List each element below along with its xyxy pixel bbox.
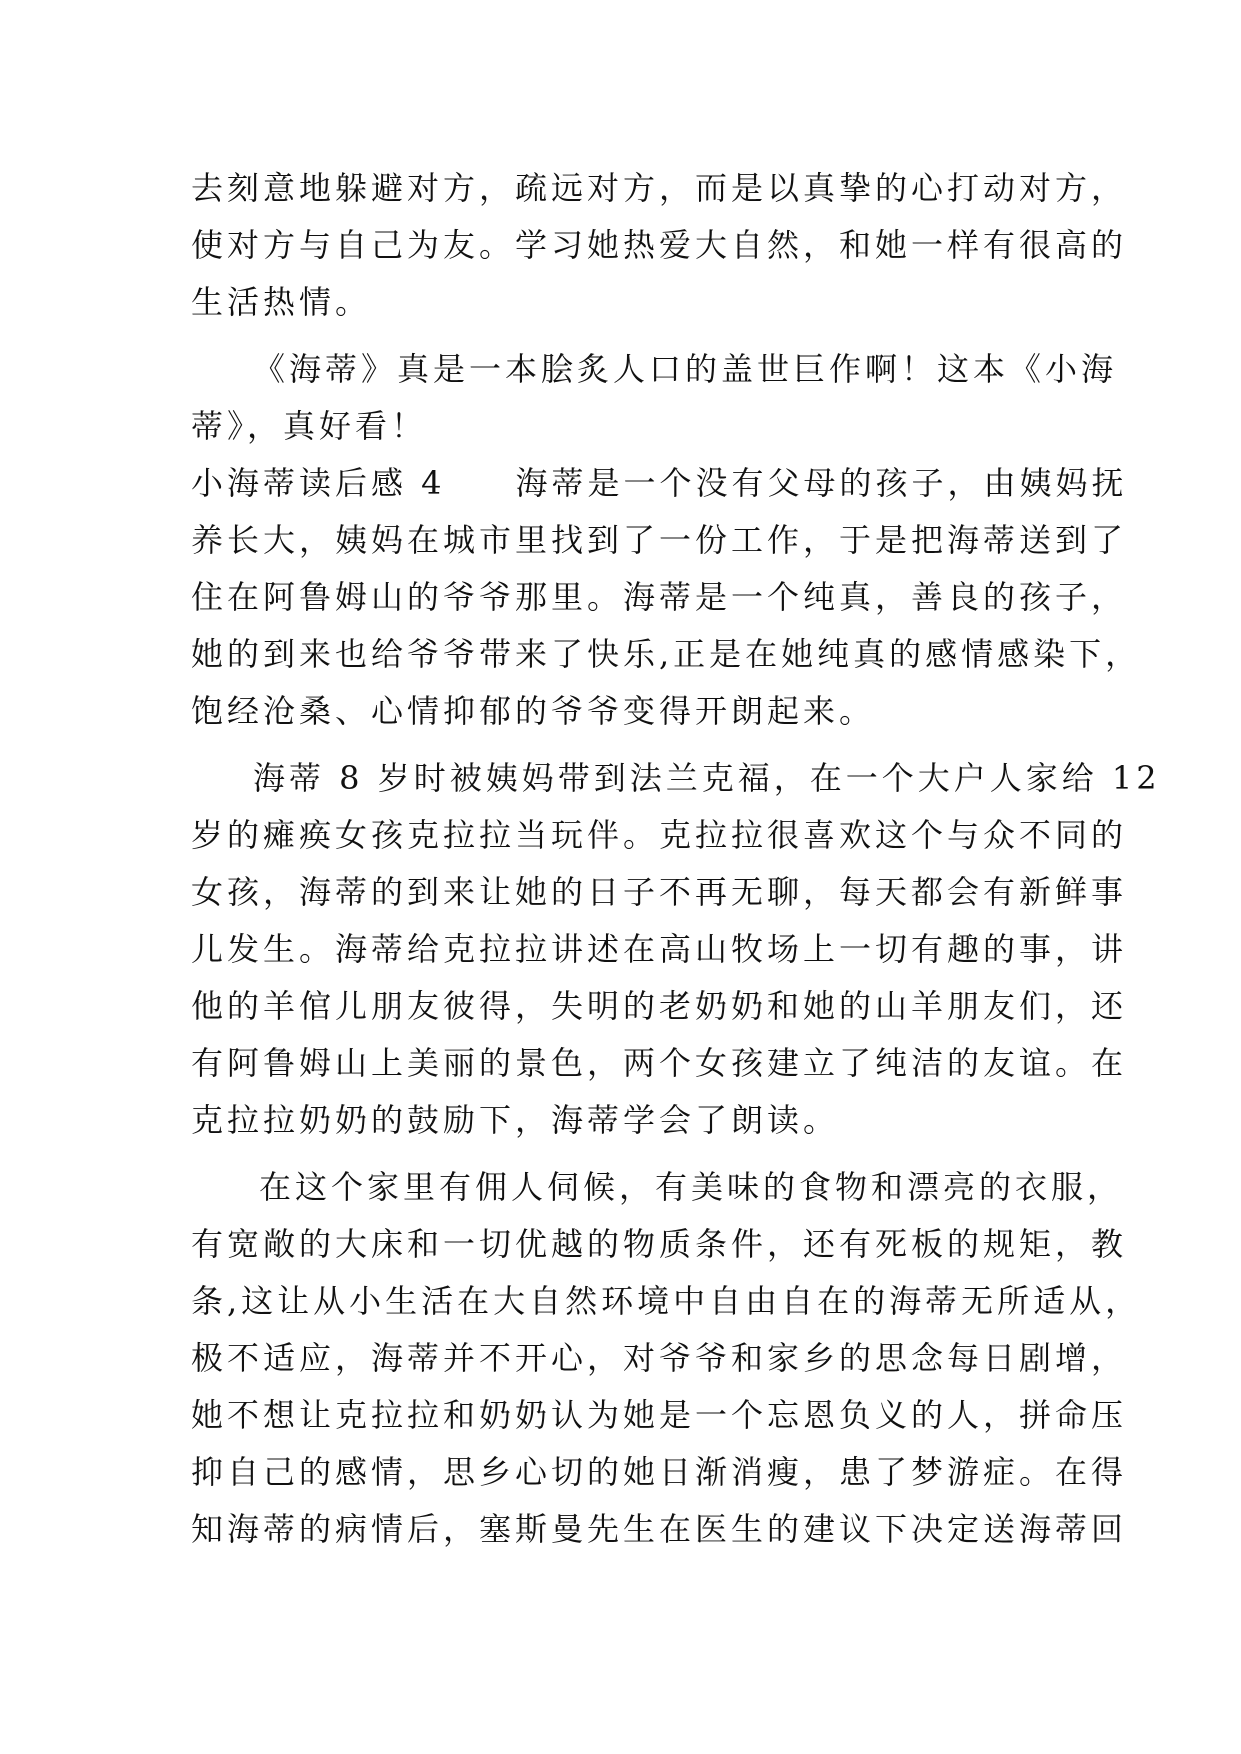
- paragraph-4: [191, 750, 1161, 1149]
- paragraph-line: 饱经沧桑、心情抑郁的爷爷变得开朗起来。: [191, 692, 876, 730]
- paragraph-line: 他的羊倌儿朋友彼得，失明的老奶奶和她的山羊朋友们，还: [191, 987, 1128, 1025]
- paragraph-line: 养长大，姨妈在城市里找到了一份工作，于是把海蒂送到了: [191, 521, 1128, 559]
- paragraph-line: 条,这让从小生活在大自然环境中自由自在的海蒂无所适从，: [191, 1282, 1142, 1320]
- paragraph-line: 海蒂是一个没有父母的孩子，由姨妈抚: [515, 464, 1128, 502]
- section-heading: 小海蒂读后感 4: [191, 464, 446, 502]
- paragraph-line: 去刻意地躲避对方，疏远对方，而是以真挚的心打动对方，: [191, 169, 1128, 207]
- paragraph-line: 抑自己的感情，思乡心切的她日渐消瘦，患了梦游症。在得: [191, 1453, 1128, 1491]
- document-body: [191, 160, 1161, 1558]
- paragraph-line: 女孩，海蒂的到来让她的日子不再无聊，每天都会有新鲜事: [191, 873, 1128, 911]
- paragraph-line: 住在阿鲁姆山的爷爷那里。海蒂是一个纯真，善良的孩子，: [191, 578, 1128, 616]
- paragraph-line: 她的到来也给爷爷带来了快乐,正是在她纯真的感情感染下，: [191, 635, 1142, 673]
- paragraph-line: 极不适应，海蒂并不开心，对爷爷和家乡的思念每日剧增，: [191, 1339, 1128, 1377]
- paragraph-line: 克拉拉奶奶的鼓励下，海蒂学会了朗读。: [191, 1101, 840, 1139]
- paragraph-line: 有阿鲁姆山上美丽的景色，两个女孩建立了纯洁的友谊。在: [191, 1044, 1128, 1082]
- paragraph-line: 有宽敞的大床和一切优越的物质条件，还有死板的规矩，教: [191, 1225, 1128, 1263]
- paragraph-line: 她不想让克拉拉和奶奶认为她是一个忘恩负义的人，拼命压: [191, 1396, 1128, 1434]
- paragraph-2: [191, 341, 1118, 455]
- paragraph-line: 在这个家里有佣人伺候，有美味的食物和漂亮的衣服，: [259, 1168, 1124, 1206]
- paragraph-1: [191, 160, 1128, 331]
- paragraph-line: 蒂》，真好看！: [191, 407, 428, 445]
- heading-line: [191, 455, 1128, 512]
- paragraph-line: 《海蒂》真是一本脍炙人口的盖世巨作啊！这本《小海: [253, 350, 1118, 388]
- paragraph-line: 使对方与自己为友。学习她热爱大自然，和她一样有很高的: [191, 226, 1128, 264]
- paragraph-line: 生活热情。: [191, 283, 372, 321]
- paragraph-5: [191, 1159, 1142, 1558]
- paragraph-line: 儿发生。海蒂给克拉拉讲述在高山牧场上一切有趣的事，讲: [191, 930, 1128, 968]
- paragraph-3: [191, 455, 1142, 740]
- paragraph-line: 岁的瘫痪女孩克拉拉当玩伴。克拉拉很喜欢这个与众不同的: [191, 816, 1128, 854]
- paragraph-line: 知海蒂的病情后，塞斯曼先生在医生的建议下决定送海蒂回: [191, 1510, 1128, 1548]
- paragraph-line: 海蒂 8 岁时被姨妈带到法兰克福，在一个大户人家给 12: [253, 759, 1161, 797]
